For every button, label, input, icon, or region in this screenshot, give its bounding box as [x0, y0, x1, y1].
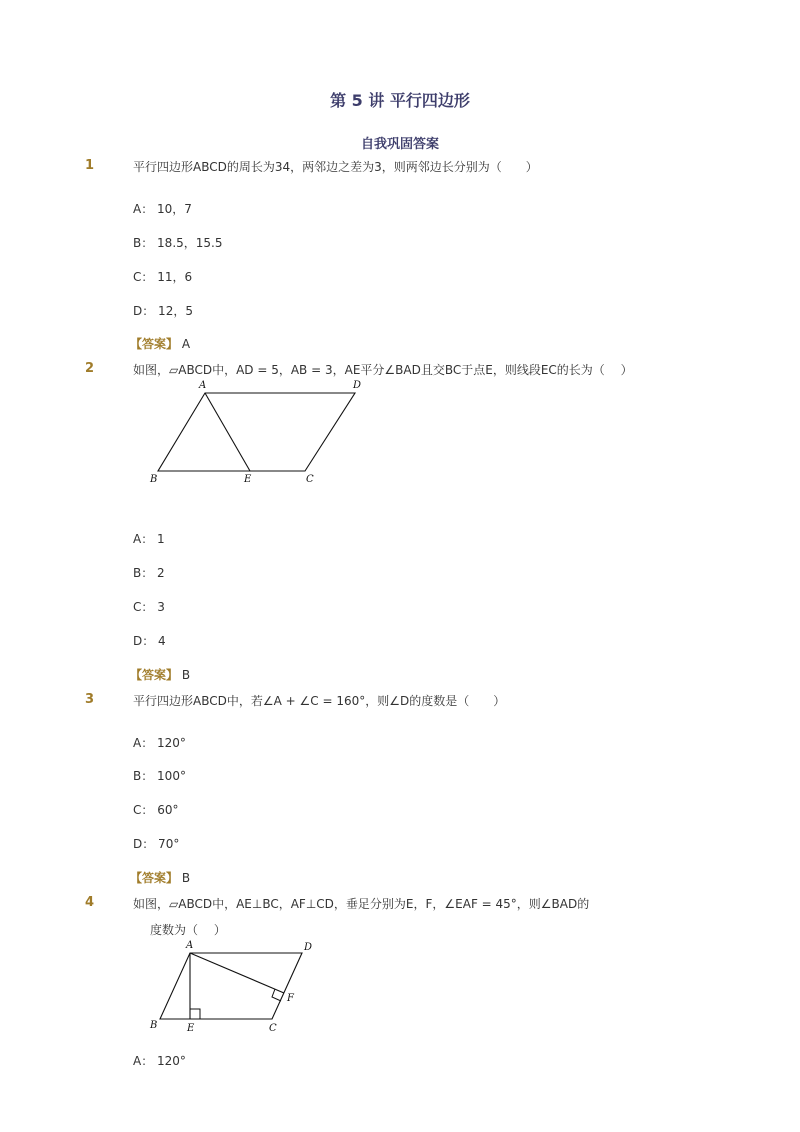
answer-value: B: [181, 668, 191, 682]
question-1-answer: [130, 335, 190, 352]
section-subtitle: 自我巩固答案: [360, 137, 439, 152]
question-4-figure: [140, 935, 340, 1040]
question-1-number: 1: [85, 158, 95, 173]
label-a: A: [199, 380, 207, 391]
question-2-number: 2: [85, 361, 95, 376]
label-c: C: [269, 1023, 277, 1034]
page-title: 第 5 讲 平行四边形: [330, 91, 470, 110]
label-b: B: [150, 474, 158, 485]
parallelogram-abcd: [160, 953, 302, 1019]
question-2-option-c: C： 3: [133, 600, 165, 614]
question-3-option-a: A： 120°: [133, 736, 186, 750]
label-f: F: [287, 993, 294, 1004]
answer-value: B: [181, 871, 191, 885]
question-3-option-b: B： 100°: [133, 769, 186, 783]
label-c: C: [306, 474, 314, 485]
question-2-text: 如图，▱ABCD中，AD = 5，AB = 3，AE平分∠BAD且交BC于点E，则线段EC的长为（ ）: [133, 363, 633, 377]
segment-af: [190, 953, 284, 993]
answer-value: A: [181, 337, 191, 351]
question-1-option-d: D： 12，5: [133, 304, 193, 318]
question-4-option-a: A： 120°: [133, 1054, 186, 1068]
question-1-text: 平行四边形ABCD的周长为34，两邻边之差为3，则两邻边长分别为（ ）: [133, 160, 538, 174]
question-3-option-c: C： 60°: [133, 803, 179, 817]
question-2-figure: [140, 375, 380, 490]
segment-ae: [205, 393, 250, 471]
question-4-text: 如图，▱ABCD中，AE⊥BC，AF⊥CD，垂足分别为E，F，∠EAF = 45°，则∠BAD的: [133, 897, 590, 911]
question-2-option-a: A： 1: [133, 532, 165, 546]
label-d: D: [304, 942, 313, 953]
question-4-number: 4: [85, 895, 95, 910]
label-d: D: [353, 380, 362, 391]
question-3-answer: [130, 869, 190, 886]
question-2-answer: [130, 666, 190, 683]
question-3-option-d: D： 70°: [133, 837, 180, 851]
parallelogram-abcd: [158, 393, 355, 471]
question-2-option-b: B： 2: [133, 566, 165, 580]
label-b: B: [150, 1020, 158, 1031]
question-3-number: 3: [85, 692, 95, 707]
answer-label: 【答案】: [130, 337, 179, 351]
label-e: E: [187, 1023, 195, 1034]
question-2-option-d: D： 4: [133, 634, 166, 648]
question-1-option-b: B： 18.5，15.5: [133, 236, 223, 250]
right-angle-mark-e: [190, 1009, 200, 1019]
question-3-text: 平行四边形ABCD中，若∠A + ∠C = 160°，则∠D的度数是（ ）: [133, 694, 506, 708]
label-a: A: [186, 940, 194, 951]
answer-label: 【答案】: [130, 668, 179, 682]
label-e: E: [244, 474, 252, 485]
question-4-text-continued: 度数为（ ）: [150, 923, 226, 937]
question-1-option-c: C： 11，6: [133, 270, 193, 284]
answer-label: 【答案】: [130, 871, 179, 885]
question-1-option-a: A： 10，7: [133, 202, 192, 216]
